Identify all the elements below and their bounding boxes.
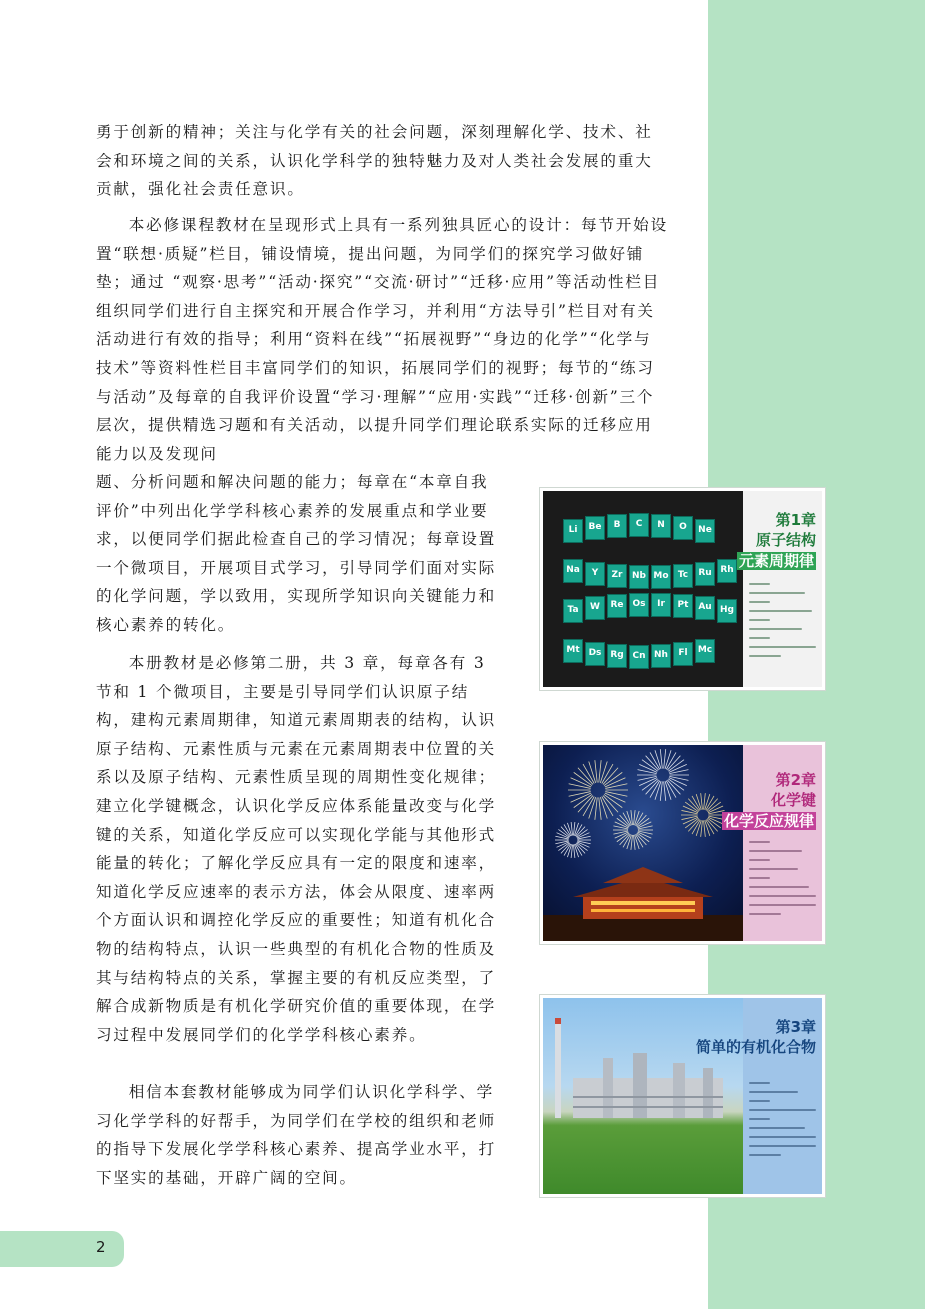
- chapter-1-title-line2: 元素周期律: [738, 552, 814, 570]
- element-tile: Nh: [651, 644, 671, 668]
- paragraph-1-text: 勇于创新的精神；关注与化学有关的社会问题，深刻理解化学、技术、社会和环境之间的关系，认识化学科学的独特魅力及对人类社会发展的重大贡献，强化社会责任意识。: [96, 123, 653, 199]
- firework-spark: [599, 760, 601, 782]
- element-tile: Mc: [695, 639, 715, 663]
- element-tile: Rh: [717, 559, 737, 583]
- periodic-table-image: [543, 491, 743, 687]
- chapter-1-heading: [737, 511, 816, 572]
- paragraph-4: [96, 1078, 503, 1192]
- firework-spark: [595, 760, 597, 782]
- element-tile: Re: [607, 594, 627, 618]
- element-tile: Zr: [607, 564, 627, 588]
- firework-spark: [605, 792, 627, 797]
- chapter-3-heading: [696, 1018, 816, 1058]
- firework-spark: [555, 841, 568, 844]
- chapter-2-toc: [749, 841, 819, 922]
- firework-spark: [701, 793, 703, 809]
- firework-spark: [681, 816, 697, 819]
- element-tile: Ne: [695, 519, 715, 543]
- paragraph-2a-text: 本必修课程教材在呈现形式上具有一系列独具匠心的设计：每节开始设置“联想·质疑”栏目，铺设情境，提出问题，为同学们的探究学习做好铺垫；通过 “观察·思考”“活动·探究”“交流·研讨”“迁移·应用”等活动性栏目组织同学们进行自主探究和开展合作学习，并利用“方法导引”栏目对有关活动进行有效的指导；利用“资料在线”“拓展视野”“身边的化学”“化学与技术”等资料性栏目丰富同学们的知识，拓展同学们的视野；每节的“练习与活动”及每章的自我评价设置“学习·理解”“应用·实践”“迁移·创新”三个层次，提供精选习题和有关活动，以提升同学们理论联系实际的迁移应用能力以及发现问: [96, 216, 668, 463]
- element-tile: B: [607, 514, 627, 538]
- element-tile: Li: [563, 519, 583, 543]
- firework-spark: [638, 770, 657, 774]
- chapter-1-number: 第1章: [775, 511, 816, 529]
- paragraph-2a: [96, 211, 668, 468]
- firework-spark: [599, 797, 601, 819]
- firework-spark: [571, 844, 572, 857]
- element-tile: Rg: [607, 644, 627, 668]
- element-tile: Ta: [563, 599, 583, 623]
- chapter-1-title-line1: 原子结构: [755, 531, 816, 549]
- element-tile: Tc: [673, 564, 693, 588]
- firework-spark: [613, 826, 628, 829]
- chapter-3-title: 简单的有机化合物: [695, 1038, 816, 1056]
- firework-spark: [631, 835, 633, 850]
- firework-spark: [704, 820, 706, 836]
- element-tile: C: [629, 513, 649, 537]
- element-tile: Na: [563, 559, 583, 583]
- firework-spark: [634, 810, 636, 825]
- firework-spark: [631, 810, 633, 825]
- firework-spark: [660, 749, 662, 768]
- chapter-2-number: 第2章: [775, 771, 816, 789]
- element-tile: Ir: [651, 593, 671, 617]
- fireworks-illustration: [543, 745, 743, 944]
- element-tile: Cn: [629, 645, 649, 669]
- firework-spark: [669, 770, 688, 774]
- firework-spark: [664, 749, 666, 768]
- chapter-3-number: 第3章: [775, 1018, 816, 1036]
- element-tile: Ru: [695, 562, 715, 586]
- chapter-1-toc: [749, 583, 819, 664]
- element-tile: Nb: [629, 565, 649, 589]
- page-number: 2: [96, 1238, 106, 1256]
- element-tile: Mt: [563, 639, 583, 663]
- chapter-2-cover: [540, 742, 825, 944]
- firework-spark: [605, 784, 627, 789]
- firework-spark: [577, 836, 590, 839]
- firework-spark: [701, 820, 703, 836]
- element-tile: Y: [585, 562, 605, 586]
- paragraph-2b: [96, 468, 503, 640]
- element-tile: Ds: [585, 642, 605, 666]
- firework-spark: [638, 826, 653, 829]
- firework-spark: [571, 822, 572, 835]
- element-tile: Mo: [651, 565, 671, 589]
- element-tile: W: [585, 596, 605, 620]
- paragraph-1: [96, 118, 668, 204]
- chapter-2-title-line2: 化学反应规律: [723, 812, 814, 830]
- firework-spark: [638, 776, 657, 780]
- firework-spark: [573, 822, 574, 835]
- chapter-3-cover: [540, 995, 825, 1197]
- firework-spark: [669, 776, 688, 780]
- element-tile: Pt: [673, 594, 693, 618]
- firework-spark: [660, 781, 662, 800]
- element-tile: Hg: [717, 599, 737, 623]
- firework-spark: [613, 831, 628, 834]
- firework-spark: [638, 831, 653, 834]
- element-tile: Be: [585, 516, 605, 540]
- firework-spark: [704, 793, 706, 809]
- element-tile: Fl: [673, 642, 693, 666]
- chapter-3-toc: [749, 1082, 819, 1163]
- firework-spark: [569, 792, 591, 797]
- firework-spark: [681, 810, 697, 813]
- paragraph-3-text: 本册教材是必修第二册，共 3 章，每章各有 3 节和 1 个微项目，主要是引导同学们认识原子结构，建构元素周期律，知道元素周期表的结构，认识原子结构、元素性质与元素在元素周期表中位置的关系以及原子结构、元素性质呈现的周期性变化规律；建立化学键概念，认识化学反应体系能量改变与化学键的关系，知道化学反应可以实现化学能与其他形式能量的转化；了解化学反应具有一定的限度和速率，知道化学反应速率的表示方法，体会从限度、速率两个方面认识和调控化学反应的重要性；知道有机化合物的结构特点，认识一些典型的有机化合物的性质及其与结构特点的关系，掌握主要的有机反应类型，了解合成新物质是有机化学研究价值的重要体现，在学习过程中发展同学们的化学学科核心素养。: [96, 654, 497, 1044]
- element-tile: O: [673, 516, 693, 540]
- firework-spark: [634, 835, 636, 850]
- chapter-2-title-line1: 化学键: [770, 791, 816, 809]
- element-tile: Os: [629, 593, 649, 617]
- fireworks-image: [543, 745, 743, 941]
- chapter-1-cover: [540, 488, 825, 690]
- firework-spark: [569, 784, 591, 789]
- firework-spark: [555, 836, 568, 839]
- chapter-2-heading: [722, 771, 816, 832]
- firework-spark: [664, 781, 666, 800]
- paragraph-3: [96, 649, 503, 1049]
- paragraph-2b-text: 题、分析问题和解决问题的能力；每章在“本章自我评价”中列出化学学科核心素养的发展重点和学业要求，以便同学们据此检查自己的学习情况；每章设置一个微项目，开展项目式学习，引导同学们面对实际的化学问题，学以致用，实现所学知识向关键能力和核心素养的转化。: [96, 473, 497, 634]
- element-tile: N: [651, 514, 671, 538]
- element-tile: Au: [695, 596, 715, 620]
- firework-spark: [573, 844, 574, 857]
- firework-spark: [577, 841, 590, 844]
- firework-spark: [595, 797, 597, 819]
- paragraph-4-text: 相信本套教材能够成为同学们认识化学科学、学习化学学科的好帮手，为同学们在学校的组织和老师的指导下发展化学学科核心素养、提高学业水平，打下坚实的基础，开辟广阔的空间。: [96, 1083, 497, 1187]
